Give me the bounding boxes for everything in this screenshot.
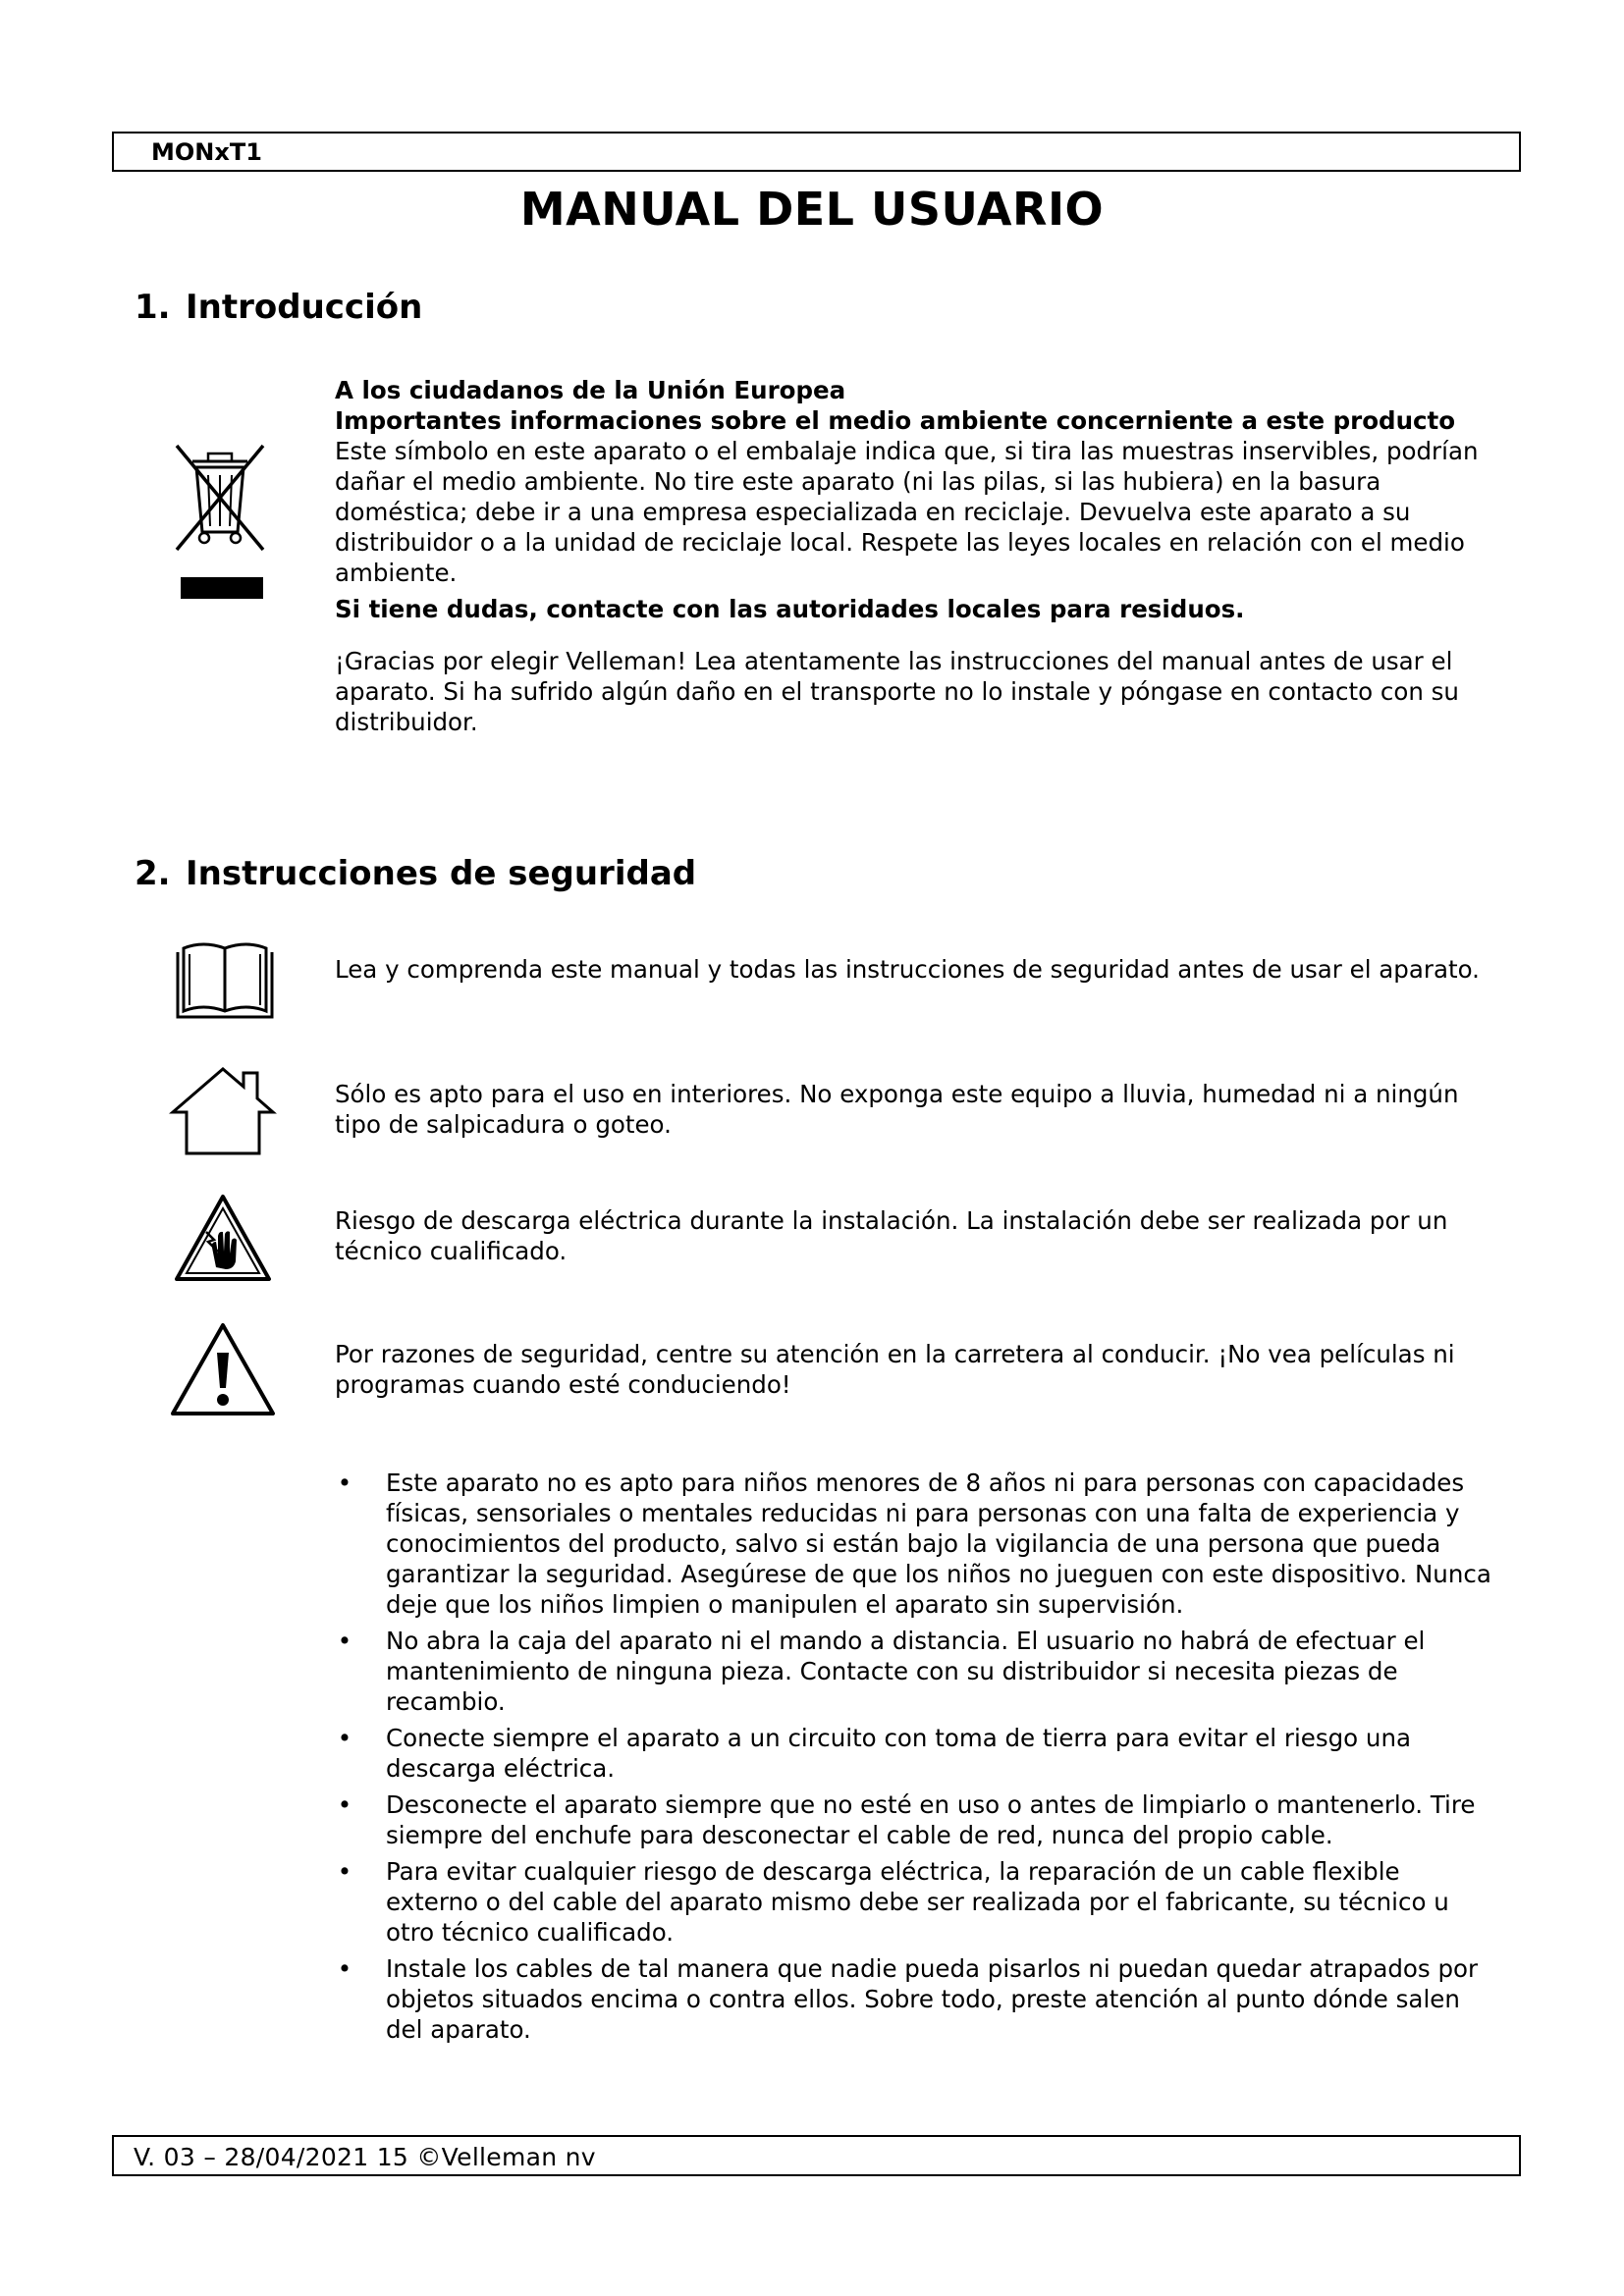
electric-shock-warning-icon <box>173 1193 273 1283</box>
exclamation-warning-icon <box>169 1321 277 1417</box>
list-item <box>335 1856 1493 1948</box>
footer-text: V. 03 – 28/04/2021 15 ©Velleman nv <box>134 2143 596 2171</box>
bullet-dot: • <box>337 1627 352 1655</box>
intro-heading-eu: A los ciudadanos de la Unión Europea <box>335 376 846 404</box>
section-number: 1. <box>135 288 171 327</box>
book-icon <box>174 942 276 1021</box>
list-item-text: No abra la caja del aparato ni el mando a distancia. El usuario no habrá de efectuar el mantenimiento de ninguna pieza. Contacte con su distribuidor si necesita piezas de recambio. <box>386 1627 1426 1716</box>
list-item <box>335 1953 1493 2045</box>
intro-text-block <box>335 375 1493 737</box>
house-icon <box>169 1065 277 1158</box>
page-header <box>112 132 1521 172</box>
bullet-dot: • <box>337 1790 352 1819</box>
intro-body: Este símbolo en este aparato o el embalaje indica que, si tira las muestras inservibles, podrían dañar el medio ambiente. No tire este aparato (ni las pilas, si las hubiera) en la basura doméstica; debe ir a una empresa especializada en reciclaje. Devuelva este aparato a su distribuidor o a la unidad de reciclaje local. Respete las leyes locales en relación con el medio ambiente. <box>335 437 1479 587</box>
list-item-text: Instale los cables de tal manera que nadie pueda pisarlos ni puedan quedar atrapados por objetos situados encima o contra ellos. Sobre todo, preste atención al punto dónde salen del aparato. <box>386 1954 1479 2044</box>
list-item <box>335 1789 1493 1850</box>
bullet-dot: • <box>337 1468 352 1497</box>
intro-thanks: ¡Gracias por elegir Velleman! Lea atentamente las instrucciones del manual antes de usar el aparato. Si ha sufrido algún daño en el transporte no lo instale y póngase en contacto con su distribuidor. <box>335 647 1459 736</box>
section-label: Instrucciones de seguridad <box>186 854 697 893</box>
section-heading-introduccion <box>135 288 422 327</box>
safety-bullet-list <box>335 1468 1493 2051</box>
safety-item-warning-text: Por razones de seguridad, centre su atención en la carretera al conducir. ¡No vea películas ni programas cuando esté conduciendo! <box>335 1340 1455 1399</box>
bullet-dot: • <box>337 1724 352 1752</box>
list-item <box>335 1468 1493 1620</box>
model-name: MONxT1 <box>151 138 262 166</box>
weee-crossed-bin-icon <box>165 442 275 599</box>
list-item <box>335 1723 1493 1784</box>
list-item <box>335 1626 1493 1717</box>
section-heading-seguridad <box>135 854 696 893</box>
intro-bold-note: Si tiene dudas, contacte con las autoridades locales para residuos. <box>335 595 1245 623</box>
bullet-dot: • <box>337 1857 352 1886</box>
bullet-dot: • <box>337 1954 352 1983</box>
page-footer <box>112 2135 1521 2176</box>
list-item-text: Conecte siempre el aparato a un circuito con toma de tierra para evitar el riesgo una descarga eléctrica. <box>386 1724 1411 1783</box>
page-title: MANUAL DEL USUARIO <box>519 183 1105 236</box>
list-item-text: Para evitar cualquier riesgo de descarga eléctrica, la reparación de un cable flexible externo o del cable del aparato mismo debe ser realizada por el fabricante, su técnico u otro técnico cualificado. <box>386 1857 1449 1947</box>
list-item-text: Este aparato no es apto para niños menores de 8 años ni para personas con capacidades físicas, sensoriales o mentales reducidas ni para personas con una falta de experiencia y conocimientos del producto, salvo si están bajo la vigilancia de una persona que pueda garantizar la seguridad. Asegúrese de que los niños no jueguen con este dispositivo. Nunca deje que los niños limpien o manipulen el aparato sin supervisión. <box>386 1468 1491 1619</box>
safety-item-house-text: Sólo es apto para el uso en interiores. No exponga este equipo a lluvia, humedad ni a ningún tipo de salpicadura o goteo. <box>335 1080 1459 1139</box>
section-label: Introducción <box>186 288 423 327</box>
intro-heading-environment: Importantes informaciones sobre el medio ambiente concerniente a este producto <box>335 406 1456 435</box>
safety-item-book-text: Lea y comprenda este manual y todas las instrucciones de seguridad antes de usar el aparato. <box>335 955 1480 984</box>
safety-item-shock-text: Riesgo de descarga eléctrica durante la instalación. La instalación debe ser realizada por un técnico cualificado. <box>335 1206 1448 1265</box>
list-item-text: Desconecte el aparato siempre que no esté en uso o antes de limpiarlo o mantenerlo. Tire siempre del enchufe para desconectar el cable de red, nunca del propio cable. <box>386 1790 1476 1849</box>
section-number: 2. <box>135 854 171 893</box>
